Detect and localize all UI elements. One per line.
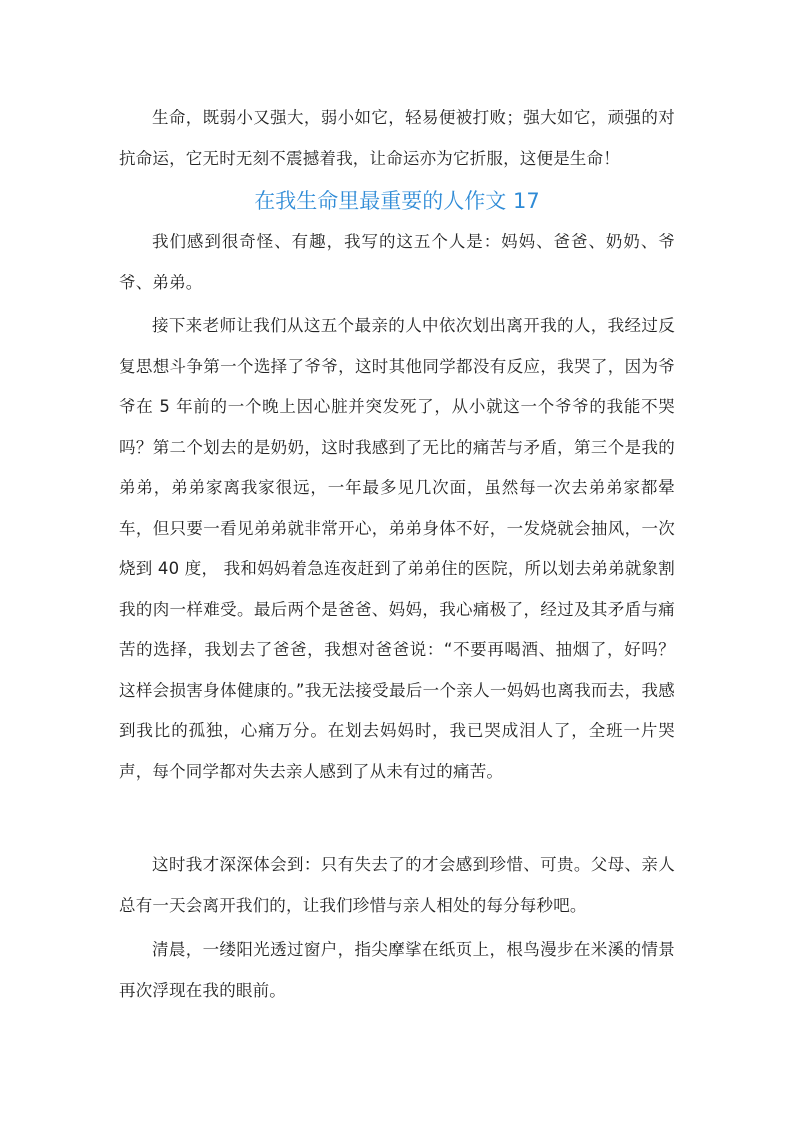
paragraph-realization: 这时我才深深体会到：只有失去了的才会感到珍惜、可贵。父母、亲人总有一天会离开我们的，让我们珍惜与亲人相处的每分每秒吧。	[119, 855, 675, 915]
paragraph-five-people: 我们感到很奇怪、有趣，我写的这五个人是：妈妈、爸爸、奶奶、爷爷、弟弟。	[119, 232, 675, 292]
article-title: 在我生命里最重要的人作文 17	[254, 189, 540, 213]
paragraph-life: 生命，既弱小又强大，弱小如它，轻易便被打败；强大如它，顽强的对抗命运，它无时无刻不震撼着我，让命运亦为它折服，这便是生命！	[119, 108, 675, 168]
paragraph-crossing-out: 接下来老师让我们从这五个最亲的人中依次划出离开我的人，我经过反复思想斗争第一个选择了爷爷，这时其他同学都没有反应，我哭了，因为爷爷在 5 年前的一个晚上因心脏并突发死了，从小就这一个爷爷的我能不哭吗？第二个划去的是奶奶，这时我感到了无比的痛苦与矛盾，第三个是我的弟弟，弟弟家离我家很远，一年最多见几次面，虽然每一次去弟弟家都晕车，但只要一看见弟弟就非常开心，弟弟身体不好，一发烧就会抽风，一次烧到 40 度， 我和妈妈着急连夜赶到了弟弟住的医院，所以划去弟弟就象割我的肉一样难受。最后两个是爸爸、妈妈，我心痛极了，经过及其矛盾与痛苦的选择，我划去了爸爸，我想对爸爸说：“不要再喝酒、抽烟了，好吗？这样会损害身体健康的。”我无法接受最后一个亲人一妈妈也离我而去，我感到我比的孤独，心痛万分。在划去妈妈时，我已哭成泪人了，全班一片哭声，每个同学都对失去亲人感到了从未有过的痛苦。	[119, 316, 675, 781]
paragraph-morning: 清晨，一缕阳光透过窗户，指尖摩挲在纸页上，根鸟漫步在米溪的情景再次浮现在我的眼前。	[119, 940, 675, 1000]
